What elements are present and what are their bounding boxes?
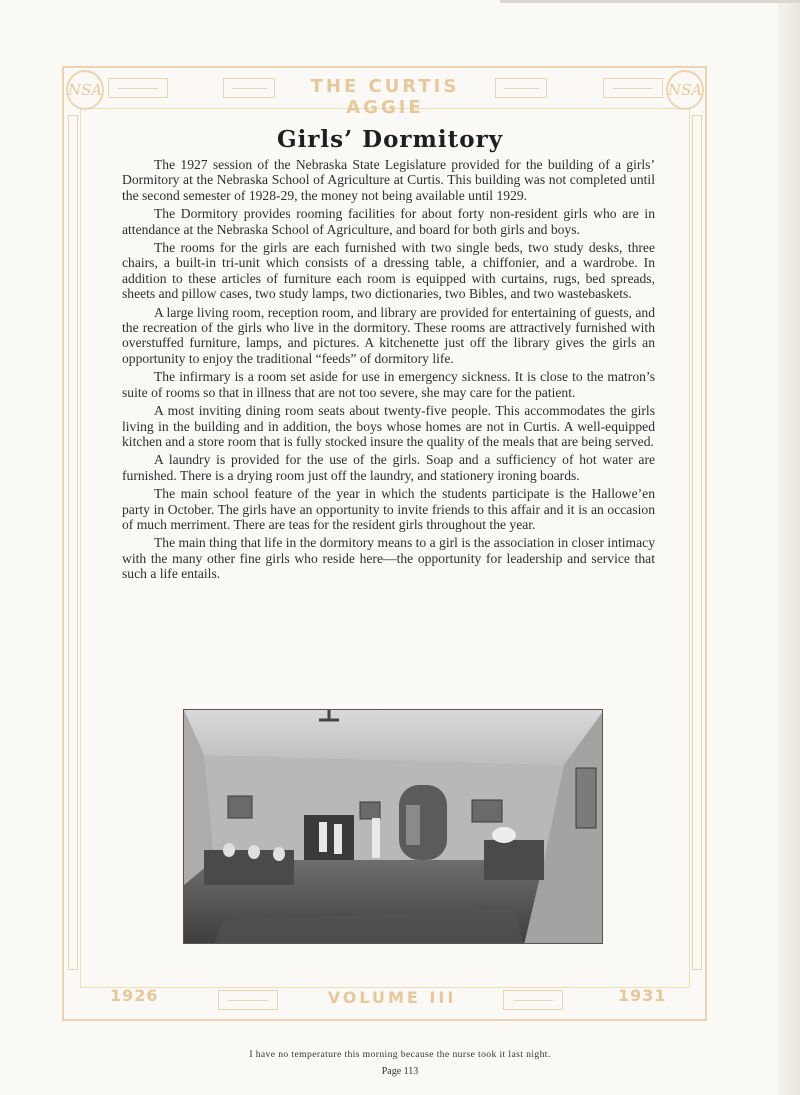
footer-year-start: 1926 xyxy=(110,986,159,1005)
page-header xyxy=(98,74,672,118)
paragraph: The rooms for the girls are each furnished with two single beds, two study desks, three chairs, a built-in tri-unit which consists of a dressing table, a chiffonier, and a wardrobe. In addition to these articles of furniture each room is equipped with curtains, rugs, bed spreads, sheets and pillow cases, two study lamps, two dictionaries, two Bibles, and two wastebaskets. xyxy=(122,240,655,302)
paragraph: The Dormitory provides rooming facilities for about forty non-resident girls who are in attendance at the Nebraska School of Agriculture, and board for both girls and boys. xyxy=(122,206,655,237)
paragraph: The 1927 session of the Nebraska State Legislature provided for the building of a girls’ Dormitory at the Nebraska School of Agriculture at Curtis. This building was not completed until the second semester of 1928-29, the money not being available until 1929. xyxy=(122,157,655,203)
footer-rule xyxy=(218,990,278,1010)
article-body xyxy=(122,157,655,585)
page-footer xyxy=(98,986,672,1016)
scan-edge xyxy=(778,0,800,1095)
footer-year-end: 1931 xyxy=(618,986,667,1005)
header-rule xyxy=(108,78,168,98)
paragraph: A most inviting dining room seats about twenty-five people. This accommodates the girls living in the building and in addition, the boys whose homes are not in Curtis. A well-equipped kitchen and a store room that is fully stocked insure the quality of the meals that are being served. xyxy=(122,403,655,449)
paragraph: A laundry is provided for the use of the girls. Soap and a sufficiency of hot water are furnished. There is a drying room just off the laundry, and stationery ironing boards. xyxy=(122,452,655,483)
paragraph: The infirmary is a room set aside for use in emergency sickness. It is close to the matron’s suite of rooms so that in illness that are not too severe, she may care for the patient. xyxy=(122,369,655,400)
left-side-bar xyxy=(68,115,78,970)
footer-rule xyxy=(503,990,563,1010)
header-rule xyxy=(603,78,663,98)
living-room-photograph xyxy=(183,709,603,944)
article-title: Girls’ Dormitory xyxy=(276,126,504,153)
paragraph: The main school feature of the year in which the students participate is the Hallowe’en party in October. The girls have an opportunity to invite friends to this affair and it is an occasion of much merriment. There are teas for the resident girls throughout the year. xyxy=(122,486,655,532)
paragraph: The main thing that life in the dormitory means to a girl is the association in closer intimacy with the many other fine girls who reside here—the opportunity for leadership and service that such a life entails. xyxy=(122,535,655,582)
right-side-bar xyxy=(692,115,702,970)
photo-caption: I have no temperature this morning because the nurse took it last night. xyxy=(249,1049,551,1060)
scan-top-edge xyxy=(500,0,800,3)
header-rule xyxy=(495,78,547,98)
paragraph: A large living room, reception room, and library are provided for entertaining of guests, and the recreation of the girls who live in the dormitory. These rooms are attractively furnished with overstuffed furniture, lamps, and pictures. A kitchenette just off the library gives the girls an opportunity to enjoy the traditional “feeds” of dormitory life. xyxy=(122,304,655,366)
page-number: Page 113 xyxy=(381,1066,419,1077)
monogram-right: NSA xyxy=(666,70,704,110)
volume-label: VOLUME III xyxy=(327,988,457,1007)
monogram-left: NSA xyxy=(66,70,104,110)
yearbook-title: THE CURTIS AGGIE xyxy=(310,76,460,118)
photo-illustration xyxy=(184,710,603,944)
header-rule xyxy=(223,78,275,98)
